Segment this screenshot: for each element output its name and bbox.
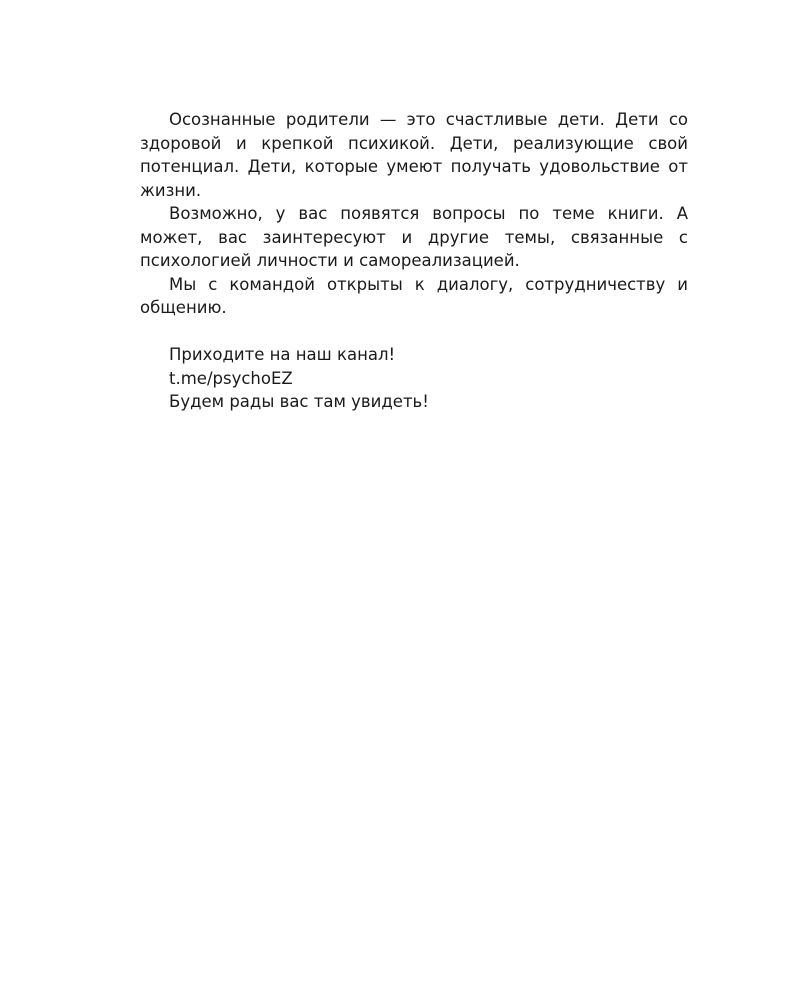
spacer [140,320,688,344]
paragraph-team-open: Мы с командой открыты к диалогу, сотрудничеству и общению. [140,274,688,317]
paragraph-conscious-parents: Осознанные родители — это счастливые дети. Дети со здоровой и крепкой психикой. Дети, реализующие свой потенциал. Дети, которые умеют получать удовольствие от жизни. [140,110,688,200]
farewell-line: Будем рады вас там увидеть! [169,392,429,411]
channel-link[interactable]: t.me/psychoEZ [169,368,293,388]
channel-invite: Приходите на наш канал! [169,345,396,364]
paragraph-questions: Возможно, у вас появятся вопросы по теме книги. А может, вас заинтересуют и другие темы, связанные с психологией личности и самореализацией. [140,204,688,270]
page-text [140,108,688,414]
